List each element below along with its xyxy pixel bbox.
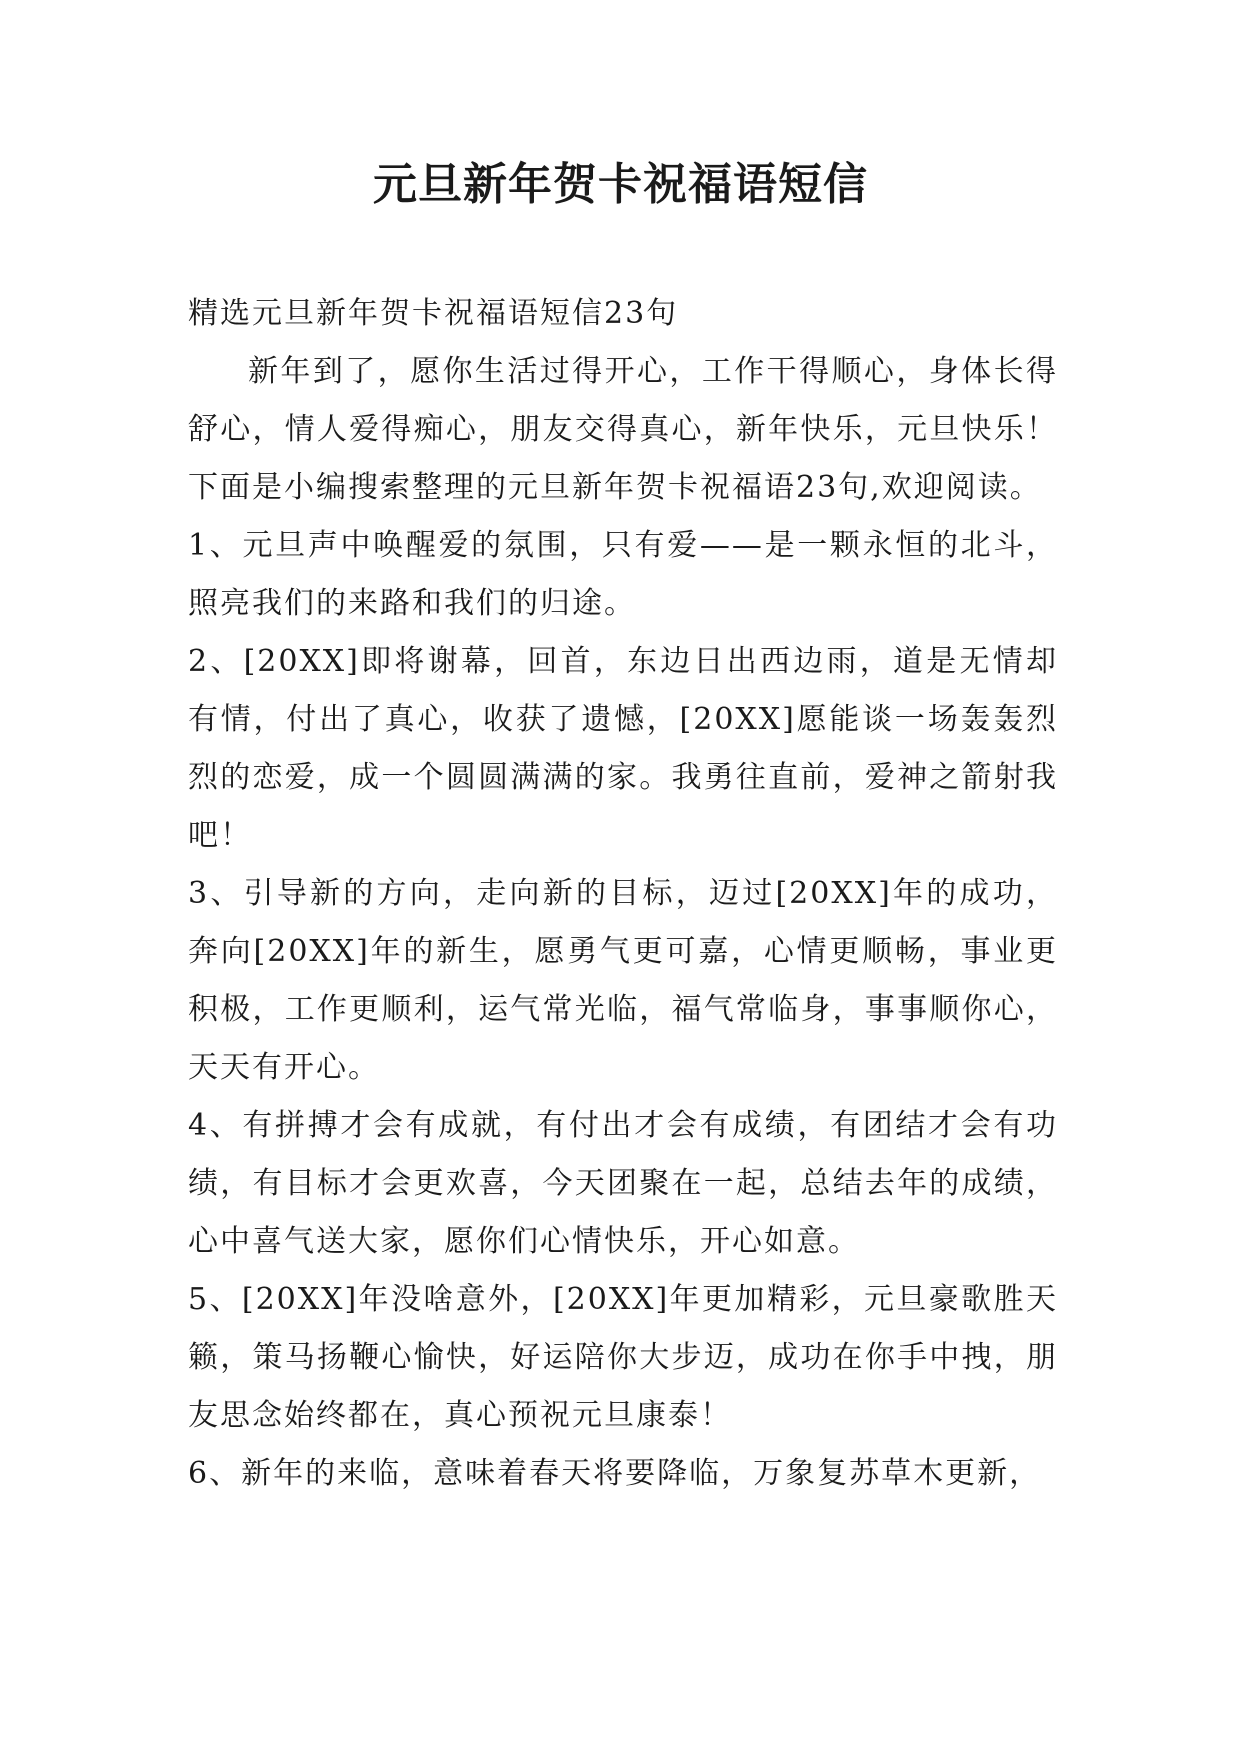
list-item: 5、[20XX]年没啥意外，[20XX]年更加精彩，元旦豪歌胜天籁，策马扬鞭心愉快，好运陪你大步迈，成功在你手中拽，朋友思念始终都在，真心预祝元旦康泰！ — [188, 1282, 1058, 1433]
list-item: 4、有拼搏才会有成就，有付出才会有成绩，有团结才会有功绩，有目标才会更欢喜，今天团聚在一起，总结去年的成绩，心中喜气送大家，愿你们心情快乐，开心如意。 — [188, 1108, 1058, 1259]
list-item: 3、引导新的方向，走向新的目标，迈过[20XX]年的成功，奔向[20XX]年的新生，愿勇气更可嘉，心情更顺畅，事业更积极，工作更顺利，运气常光临，福气常临身，事事顺你心，天天有开心。 — [188, 876, 1058, 1085]
document-subtitle: 精选元旦新年贺卡祝福语短信23句 — [188, 296, 679, 331]
intro-paragraph: 新年到了，愿你生活过得开心，工作干得顺心，身体长得舒心，情人爱得痴心，朋友交得真心，新年快乐，元旦快乐！下面是小编搜索整理的元旦新年贺卡祝福语23句,欢迎阅读。 — [188, 354, 1058, 505]
document-body — [188, 285, 1058, 1503]
document-title: 元旦新年贺卡祝福语短信 — [373, 159, 868, 210]
list-item: 6、新年的来临，意味着春天将要降临，万象复苏草木更新， — [188, 1456, 1042, 1491]
list-item: 1、元旦声中唤醒爱的氛围，只有爱——是一颗永恒的北斗，照亮我们的来路和我们的归途。 — [188, 528, 1058, 621]
list-item: 2、[20XX]即将谢幕，回首，东边日出西边雨，道是无情却有情，付出了真心，收获了遗憾，[20XX]愿能谈一场轰轰烈烈的恋爱，成一个圆圆满满的家。我勇往直前，爱神之箭射我吧！ — [188, 644, 1058, 853]
